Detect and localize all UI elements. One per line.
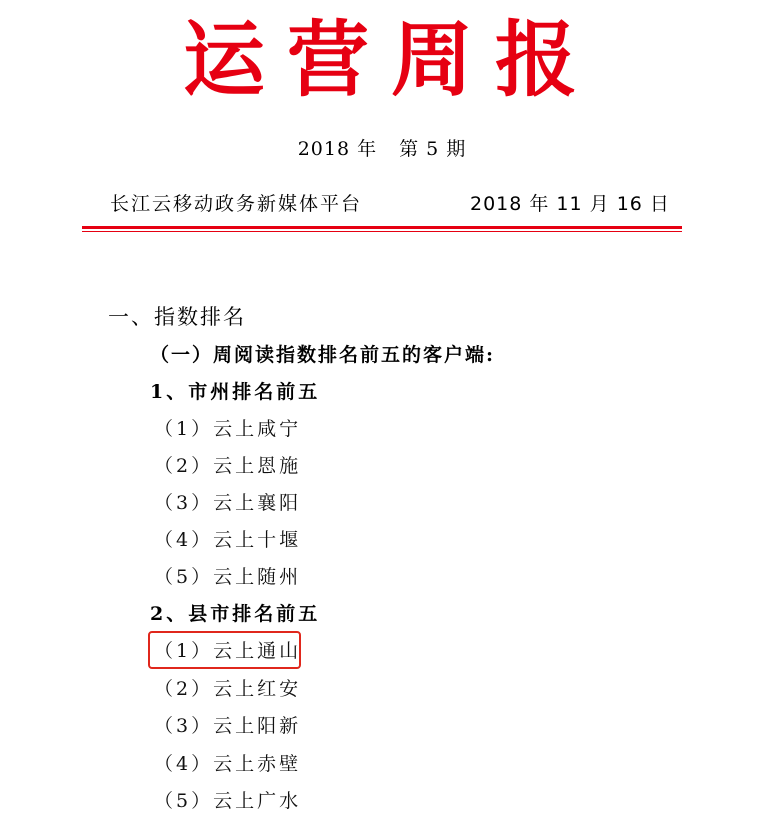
list-item <box>154 787 301 815</box>
item-number: （3） <box>154 492 214 514</box>
item-name: 云上咸宁 <box>213 418 302 440</box>
item-number: （2） <box>154 678 214 700</box>
section-title: 一、指数排名 <box>108 305 246 329</box>
masthead-title: 运营周报 <box>182 12 599 108</box>
item-number: （1） <box>154 640 214 662</box>
item-number: （4） <box>154 753 214 775</box>
item-name: 云上赤壁 <box>213 753 302 775</box>
item-number: （4） <box>154 529 214 551</box>
list-item <box>154 712 301 740</box>
section-subtitle: （一）周阅读指数排名前五的客户端: <box>150 344 496 366</box>
item-name: 云上随州 <box>213 566 302 588</box>
item-number: （1） <box>154 418 214 440</box>
group-title-county: 2、县市排名前五 <box>150 603 321 625</box>
issue-year: 2018 年 <box>297 138 378 160</box>
issue-number: 第 5 期 <box>399 138 467 160</box>
list-item <box>154 452 301 480</box>
item-name: 云上红安 <box>213 678 302 700</box>
list-item <box>154 489 301 517</box>
item-name: 云上襄阳 <box>213 492 302 514</box>
list-item <box>154 415 301 443</box>
item-name: 云上通山 <box>213 640 302 662</box>
publication-date: 2018 年 11 月 16 日 <box>470 193 670 215</box>
highlight-box <box>148 631 301 669</box>
list-item <box>154 750 301 778</box>
list-item <box>154 675 301 703</box>
item-name: 云上广水 <box>213 790 302 812</box>
item-name: 云上十堰 <box>213 529 302 551</box>
group-title-city: 1、市州排名前五 <box>150 381 321 403</box>
item-number: （2） <box>154 455 214 477</box>
item-name: 云上阳新 <box>213 715 302 737</box>
item-number: （5） <box>154 566 214 588</box>
publisher-name: 长江云移动政务新媒体平台 <box>110 193 363 215</box>
item-number: （3） <box>154 715 214 737</box>
list-item <box>154 563 301 591</box>
item-number: （5） <box>154 790 214 812</box>
header-divider-thick <box>82 226 682 229</box>
list-item <box>154 526 301 554</box>
issue-line <box>0 136 764 162</box>
header-divider-thin <box>82 231 682 232</box>
item-name: 云上恩施 <box>213 455 302 477</box>
